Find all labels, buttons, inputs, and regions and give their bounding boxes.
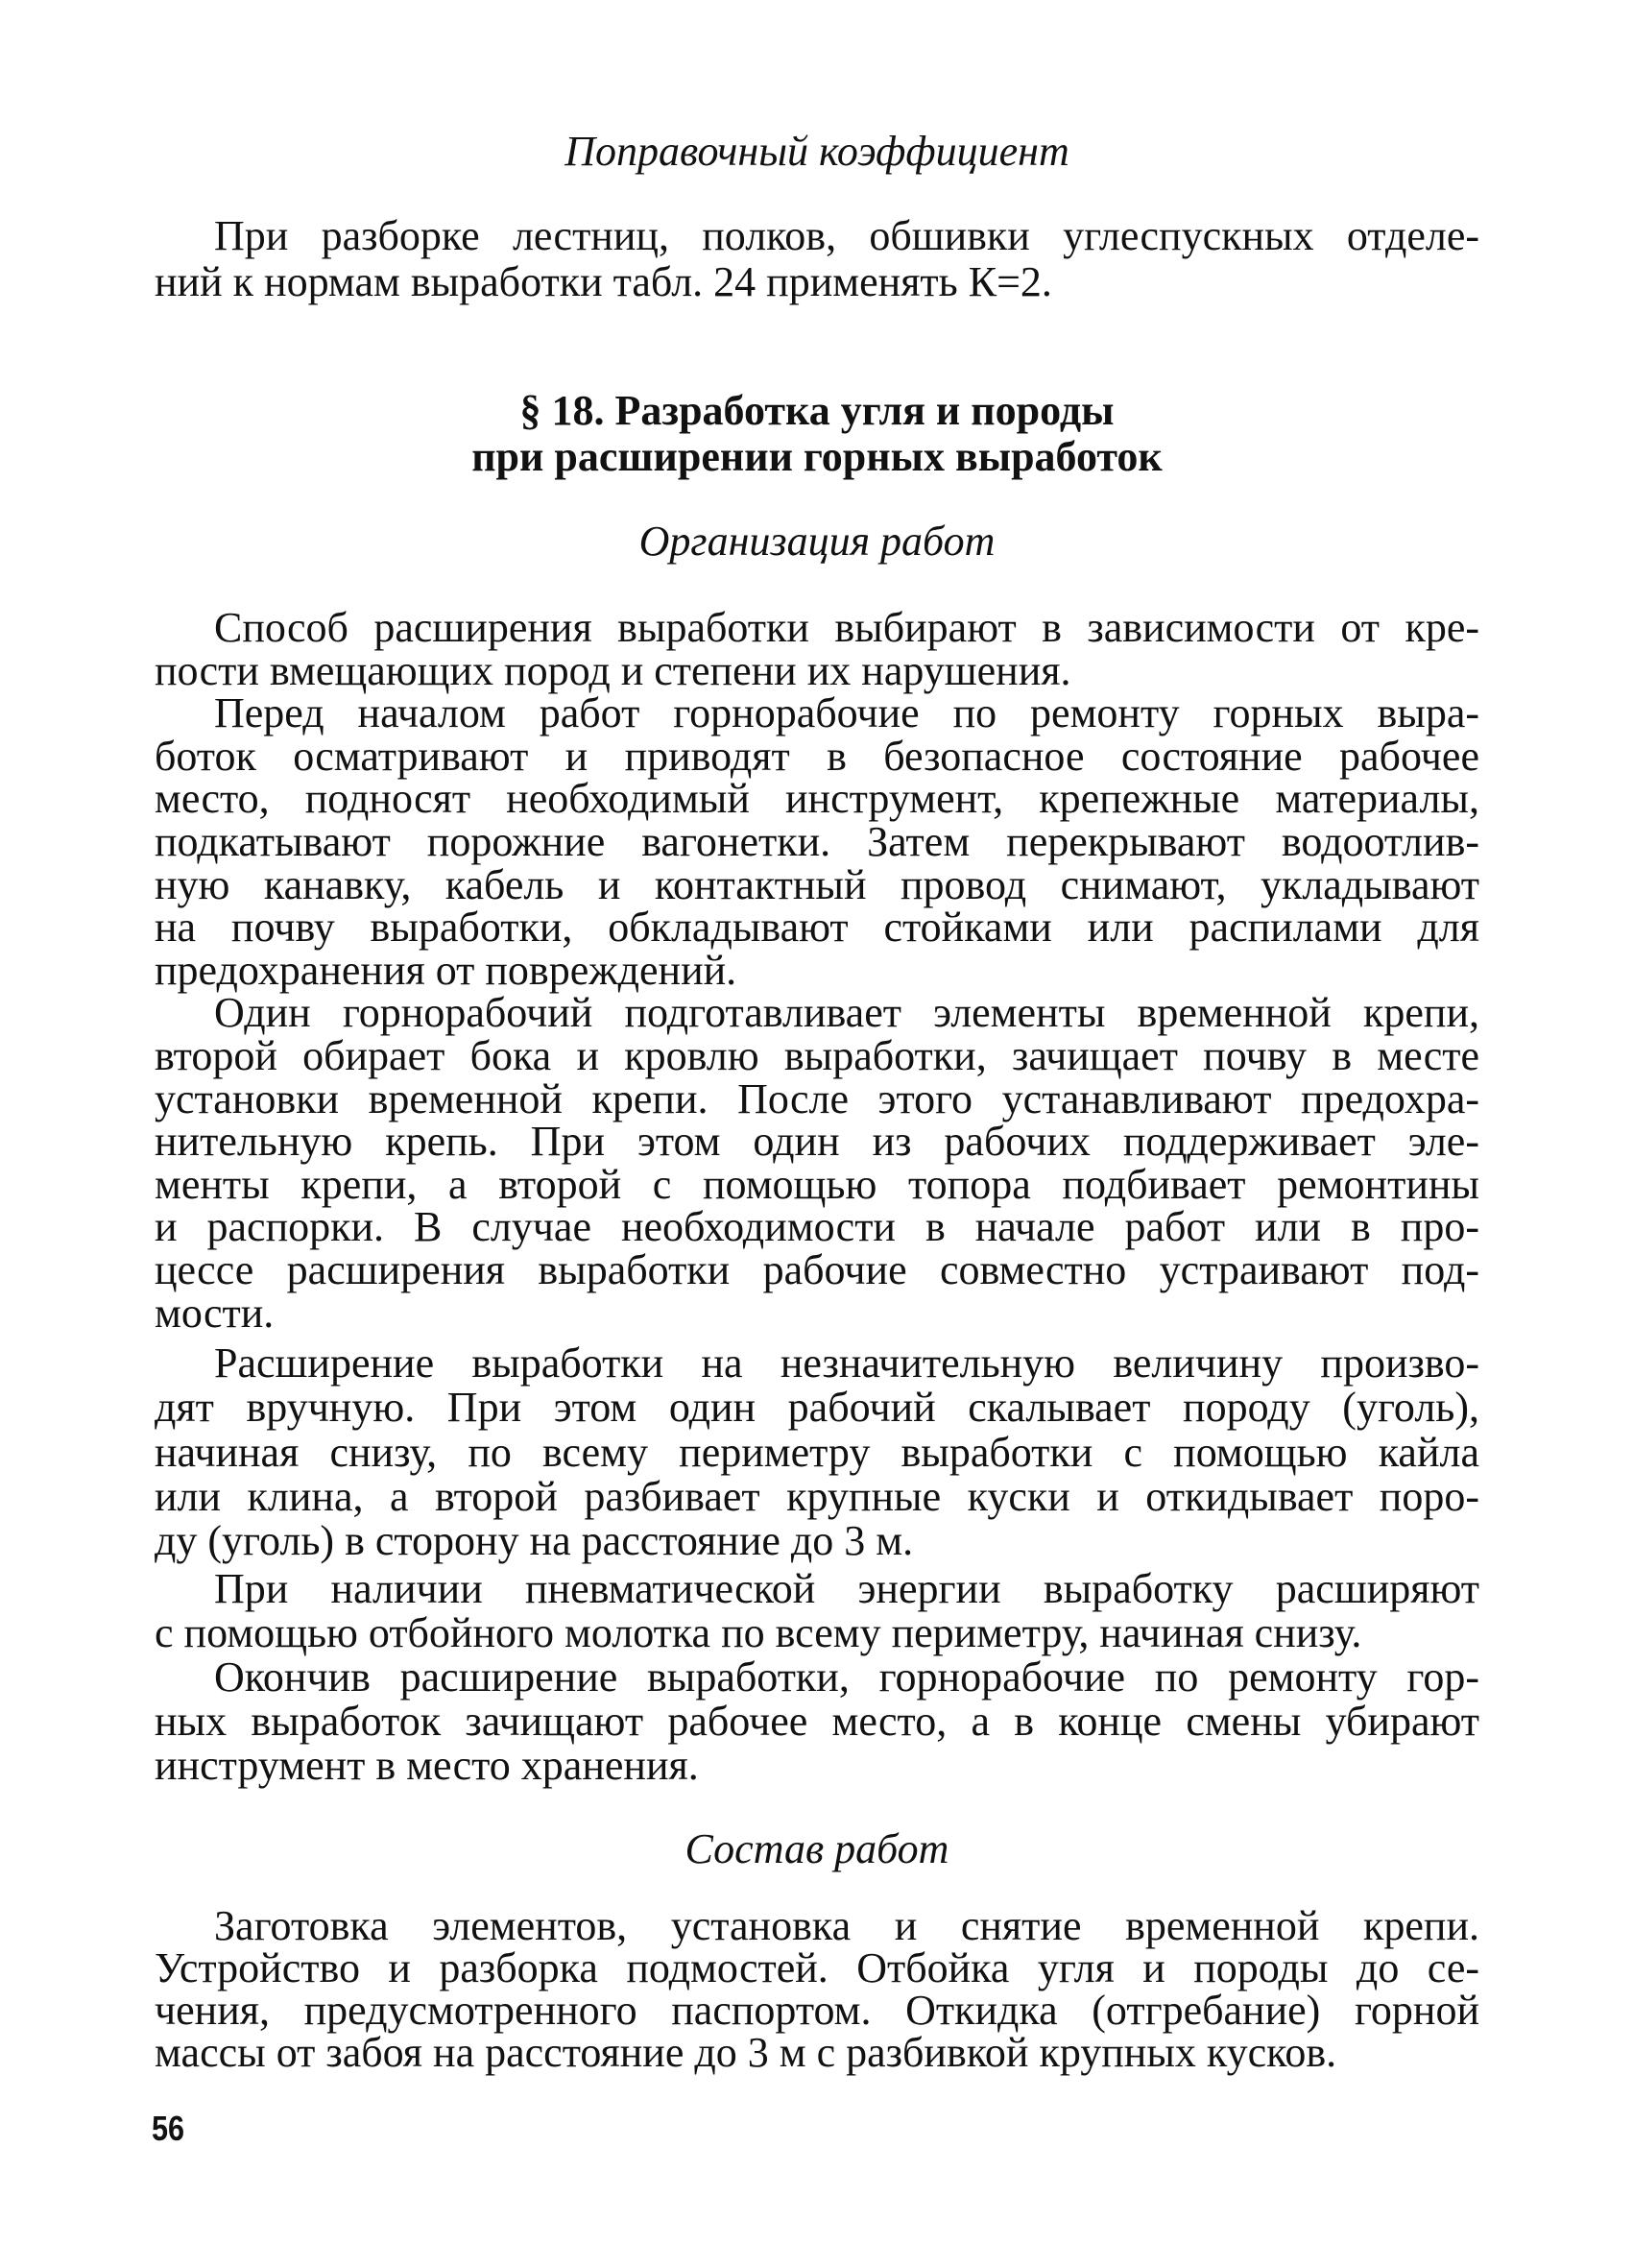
text-line: Окончив расширение выработки, горнорабочие по ремонту гор- bbox=[214, 1653, 1479, 1701]
section-title bbox=[155, 388, 1479, 480]
text-line: или клина, а второй разбивает крупные куски и откидывает поро- bbox=[155, 1472, 1479, 1520]
text-line: Перед началом работ горнорабочие по ремонту горных выра- bbox=[214, 689, 1479, 737]
text-line: пости вмещающих пород и степени их нарушения. bbox=[155, 646, 1071, 694]
heading-correction-factor: Поправочный коэффициент bbox=[564, 128, 1069, 175]
paragraph-correction bbox=[155, 213, 1479, 305]
text-line: инструмент в место хранения. bbox=[155, 1742, 699, 1789]
text-line: ду (уголь) в сторону на расстояние до 3 м. bbox=[155, 1517, 914, 1565]
text-line: При разборке лестниц, полков, обшивки углеспускных отделе- bbox=[214, 212, 1479, 259]
text-line: цессе расширения выработки рабочие совместно устраивают под- bbox=[155, 1245, 1479, 1293]
heading-composition: Состав работ bbox=[684, 1825, 949, 1872]
page-number: 56 bbox=[152, 2109, 185, 2148]
text-line: установки временной крепи. После этого устанавливают предохра- bbox=[155, 1074, 1479, 1122]
text-line: Заготовка элементов, установка и снятие временной крепи. bbox=[214, 1902, 1479, 1949]
text-line: менты крепи, а второй с помощью топора подбивает ремонтины bbox=[155, 1160, 1479, 1208]
text-line: чения, предусмотренного паспортом. Откидка (отгребание) горной bbox=[155, 1987, 1479, 2034]
text-line: При наличии пневматической энергии выработку расширяют bbox=[214, 1565, 1479, 1612]
heading-organization: Организация работ bbox=[638, 518, 996, 565]
paragraph-manual-widening bbox=[155, 1341, 1479, 1563]
text-line: массы от забоя на расстояние до 3 м с разбивкой крупных кусков. bbox=[155, 2029, 1337, 2076]
paragraph-composition bbox=[155, 1902, 1479, 2076]
text-line: ных выработок зачищают рабочее место, а в конце смены убирают bbox=[155, 1698, 1479, 1745]
text-line: боток осматривают и приводят в безопасное состояние рабочее bbox=[155, 732, 1479, 780]
text-line: Один горнорабочий подготавливает элементы временной крепи, bbox=[214, 989, 1479, 1037]
text-line: Расширение выработки на незначительную величину произво- bbox=[214, 1339, 1479, 1387]
text-line: предохранения от повреждений. bbox=[155, 946, 737, 994]
text-line: Устройство и разборка подмостей. Отбойка угля и породы до се- bbox=[155, 1944, 1479, 1991]
text-line: ную канавку, кабель и контактный провод снимают, укладывают bbox=[155, 860, 1479, 908]
section-title-line: при расширении горных выработок bbox=[471, 433, 1163, 480]
section-title-line: § 18. Разработка угля и породы bbox=[519, 387, 1115, 434]
text-line: дят вручную. При этом один рабочий скалывает породу (уголь), bbox=[155, 1384, 1479, 1432]
paragraphs-organization bbox=[155, 604, 1479, 1337]
paragraph-finish bbox=[155, 1655, 1479, 1788]
paragraph-pneumatic bbox=[155, 1567, 1479, 1655]
text-line: нительную крепь. При этом один из рабочих поддерживает эле- bbox=[155, 1118, 1479, 1166]
text-line: Способ расширения выработки выбирают в зависимости от кре- bbox=[214, 604, 1479, 651]
text-line: место, подносят необходимый инструмент, крепежные материалы, bbox=[155, 775, 1479, 823]
text-line: подкатывают порожние вагонетки. Затем перекрывают водоотлив- bbox=[155, 817, 1479, 865]
text-line: ний к нормам выработки табл. 24 применять К=2. bbox=[155, 258, 1052, 305]
text-line: и распорки. В случае необходимости в начале работ или в про- bbox=[155, 1203, 1479, 1251]
text-line: с помощью отбойного молотка по всему периметру, начиная снизу. bbox=[155, 1609, 1362, 1656]
text-line: мости. bbox=[155, 1289, 275, 1337]
text-line: второй обирает бока и кровлю выработки, зачищает почву в месте bbox=[155, 1031, 1479, 1079]
text-line: на почву выработки, обкладывают стойками или распилами для bbox=[155, 904, 1479, 952]
text-line: начиная снизу, по всему периметру выработки с помощью кайла bbox=[155, 1428, 1479, 1476]
